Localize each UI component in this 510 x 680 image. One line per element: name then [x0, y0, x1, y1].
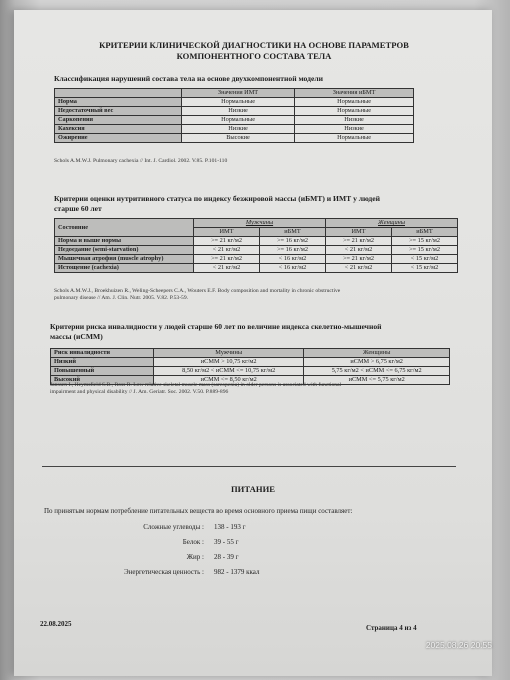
table-cell: >= 21 кг/м2 — [194, 255, 260, 264]
body-composition-table — [54, 88, 414, 143]
section3-heading-line-2: массы (иСММ) — [50, 332, 103, 341]
nutrition-item-label: Жир : — [186, 553, 204, 561]
table-cell: иСММ > 6,75 кг/м2 — [304, 358, 450, 367]
section1-heading: Классификация нарушений состава тела на основе двухкомпонентной модели — [54, 74, 323, 83]
table-cell: < 21 кг/м2 — [326, 264, 392, 273]
section3-reference-line-1: Janssen I., Heymsfield S.B., Ross R. Low relative skeletal muscle mass (sarcopenia) in older persons is associated with functional — [50, 382, 342, 388]
row-label: Недостаточный вес — [55, 107, 182, 116]
row-label: Истощение (cachexia) — [55, 264, 194, 273]
header-cell-state: Состояние — [55, 219, 194, 237]
row-label: Недоедание (semi-starvation) — [55, 246, 194, 255]
table-cell: 8,50 кг/м2 < иСММ <= 10,75 кг/м2 — [154, 367, 304, 376]
header-cell — [55, 89, 182, 98]
row-label: Повышенный — [51, 367, 154, 376]
row-label: Низкий — [51, 358, 154, 367]
section2-reference-line-1: Schols A.M.W.J., Broekhuizen R., Weling-Scheepers C.A., Wouters E.F. Body composition and mortality in chronic obstructive — [54, 288, 341, 294]
nutrition-item-value: 39 - 55 г — [214, 538, 239, 546]
table-row — [55, 116, 414, 125]
section2-reference — [54, 288, 474, 303]
nutrition-heading: ПИТАНИЕ — [231, 484, 275, 494]
nutrition-item-value: 982 - 1379 ккал — [214, 568, 260, 576]
table-cell: Низкие — [182, 107, 295, 116]
row-label: Норма — [55, 98, 182, 107]
table-row — [55, 246, 458, 255]
table-cell: >= 21 кг/м2 — [326, 255, 392, 264]
table-cell: >= 16 кг/м2 — [260, 246, 326, 255]
table-cell: < 16 кг/м2 — [260, 255, 326, 264]
table-cell: < 21 кг/м2 — [194, 246, 260, 255]
nutrition-item-label: Энергетическая ценность : — [123, 568, 204, 576]
table-row — [55, 125, 414, 134]
header-cell: Риск инвалидности — [51, 349, 154, 358]
table-cell: < 15 кг/м2 — [392, 255, 458, 264]
table-cell: Нормальные — [295, 134, 414, 143]
table-cell: Низкие — [182, 125, 295, 134]
title-line-2: КОМПОНЕНТНОГО СОСТАВА ТЕЛА — [176, 51, 332, 61]
header-cell: Женщины — [304, 349, 450, 358]
table-row — [51, 358, 450, 367]
table-row — [51, 367, 450, 376]
footer-date: 22.08.2025 — [40, 620, 72, 628]
table-cell: < 21 кг/м2 — [326, 246, 392, 255]
title-line-1: КРИТЕРИИ КЛИНИЧЕСКОЙ ДИАГНОСТИКИ НА ОСНОВЕ ПАРАМЕТРОВ — [99, 40, 409, 50]
section-divider — [42, 466, 456, 467]
subheader-cell: иБМТ — [260, 228, 326, 237]
table-cell: >= 15 кг/м2 — [392, 237, 458, 246]
table-cell: Нормальные — [182, 98, 295, 107]
section2-reference-line-2: pulmonary disease // Am. J. Clin. Nutr. 2005. V.82. P.53-59. — [54, 295, 189, 302]
nutrition-item-value: 28 - 39 г — [214, 553, 239, 561]
nutrition-item-label: Белок : — [182, 538, 204, 546]
section3-heading — [50, 322, 470, 342]
nutrition-item-value: 138 - 193 г — [214, 523, 246, 531]
subheader-cell: иБМТ — [392, 228, 458, 237]
table-cell: < 21 кг/м2 — [194, 264, 260, 273]
row-label: Кахексия — [55, 125, 182, 134]
nutrition-item — [74, 552, 414, 567]
nutritional-status-table — [54, 218, 458, 273]
table-header-row — [55, 219, 458, 228]
table-cell: Высокие — [182, 134, 295, 143]
section2-heading-line-1: Критерии оценки нутритивного статуса по индексу безжировой массы (иБМТ) и ИМТ у людей — [54, 194, 381, 203]
table-cell: >= 21 кг/м2 — [326, 237, 392, 246]
header-cell: Значения иБМТ — [295, 89, 414, 98]
table-cell: < 16 кг/м2 — [260, 264, 326, 273]
section2-heading-line-2: старше 60 лет — [54, 204, 102, 213]
subheader-cell: ИМТ — [194, 228, 260, 237]
document-title — [74, 40, 434, 62]
table-cell: >= 21 кг/м2 — [194, 237, 260, 246]
document-page — [14, 10, 492, 676]
row-label: Высокий — [51, 376, 154, 385]
row-label: Саркопения — [55, 116, 182, 125]
table-cell: иСММ <= 5,75 кг/м2 — [304, 376, 450, 385]
row-label: Ожирение — [55, 134, 182, 143]
nutrition-item-label: Сложные углеводы : — [143, 523, 204, 531]
table-header-row — [51, 349, 450, 358]
section1-reference: Schols A.M.W.J. Pulmonary cachexia // Int. J. Cardiol. 2002. V.85. P.101-110 — [54, 158, 228, 164]
table-row — [55, 264, 458, 273]
section3-heading-line-1: Критерии риска инвалидности у людей старше 60 лет по величине индекса скелетно-мышечной — [50, 322, 382, 331]
subheader-cell: ИМТ — [326, 228, 392, 237]
header-cell: Мужчины — [154, 349, 304, 358]
table-cell: Низкие — [295, 116, 414, 125]
row-label: Норма и выше нормы — [55, 237, 194, 246]
table-cell: иСММ <= 8,50 кг/м2 — [154, 376, 304, 385]
table-cell: >= 15 кг/м2 — [392, 246, 458, 255]
photo-timestamp: 2025.08.26 20:55 — [425, 640, 492, 650]
section3-reference — [50, 382, 474, 397]
header-group-men: Мужчины — [194, 219, 326, 228]
table-cell: Низкие — [295, 125, 414, 134]
section3-reference-line-2: impairment and physical disability // J. Am. Geriatr. Soc. 2002. V.50. P.889-896 — [50, 389, 229, 396]
row-label: Мышечная атрофия (muscle atrophy) — [55, 255, 194, 264]
table-cell: Нормальные — [182, 116, 295, 125]
nutrition-item — [74, 537, 414, 552]
table-row — [55, 134, 414, 143]
nutrition-item — [74, 567, 414, 582]
table-cell: 5,75 кг/м2 < иСММ <= 6,75 кг/м2 — [304, 367, 450, 376]
header-cell: Значения ИМТ — [182, 89, 295, 98]
table-cell: >= 16 кг/м2 — [260, 237, 326, 246]
table-row — [55, 255, 458, 264]
footer-page-number: Страница 4 из 4 — [366, 624, 417, 632]
table-cell: Нормальные — [295, 98, 414, 107]
table-cell: иСММ > 10,75 кг/м2 — [154, 358, 304, 367]
table-row — [55, 107, 414, 116]
table-row — [55, 237, 458, 246]
section2-heading — [54, 194, 454, 214]
table-row — [55, 98, 414, 107]
nutrition-intro: По принятым нормам потребление питательных веществ во время основного приема пищи составляет: — [44, 507, 353, 515]
table-cell: Нормальные — [295, 107, 414, 116]
disability-risk-table — [50, 348, 450, 385]
table-header-row — [55, 89, 414, 98]
nutrition-item — [74, 522, 414, 537]
header-group-women: Женщины — [326, 219, 458, 228]
table-cell: < 15 кг/м2 — [392, 264, 458, 273]
nutrition-list — [74, 522, 414, 582]
